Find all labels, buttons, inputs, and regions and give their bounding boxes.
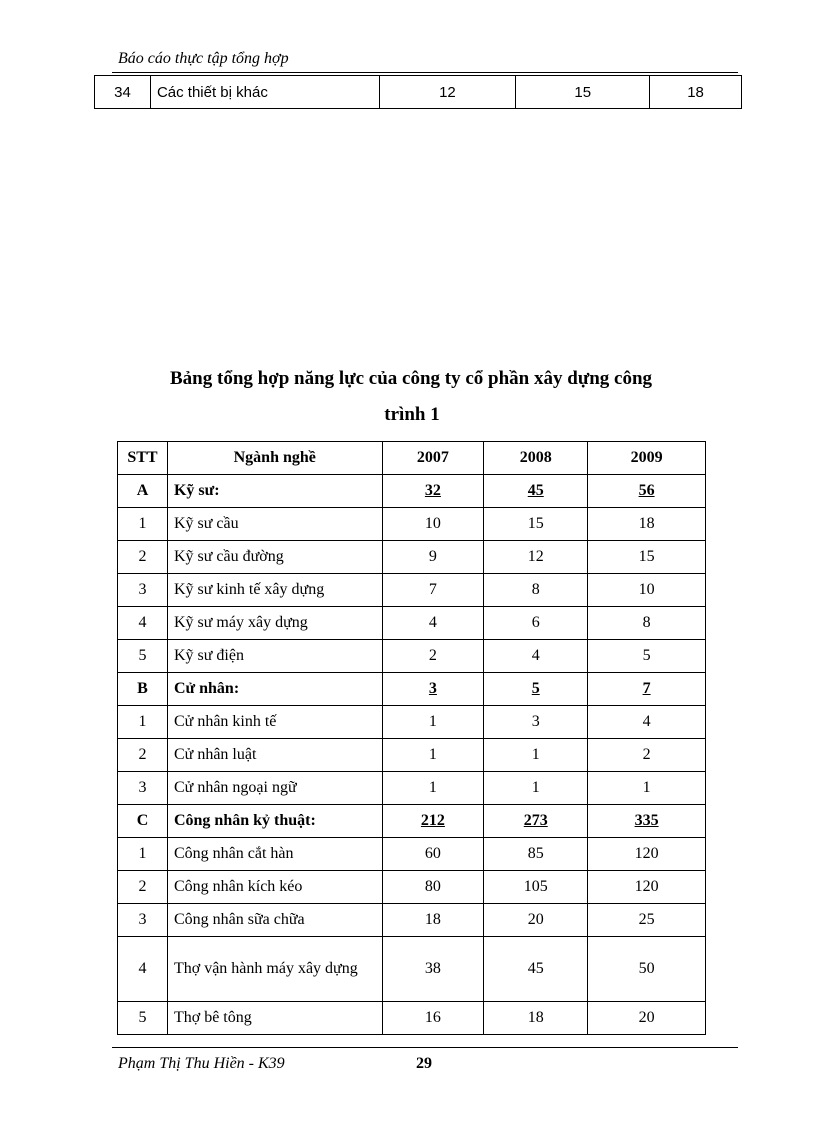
cell-2008: 273: [484, 805, 588, 838]
cell-stt: 1: [118, 838, 168, 871]
table-row: [118, 871, 706, 904]
header-2007: 2007: [382, 442, 484, 475]
cell-2008: 5: [484, 673, 588, 706]
cell-2007: 9: [382, 541, 484, 574]
cell-2007: 7: [382, 574, 484, 607]
cell-name: Công nhân kích kéo: [167, 871, 382, 904]
cell-stt: 5: [118, 640, 168, 673]
cell-stt: 1: [118, 508, 168, 541]
cell-2007: 2: [382, 640, 484, 673]
cell-stt: 5: [118, 1002, 168, 1035]
cell-2007: 80: [382, 871, 484, 904]
cell-name: Kỹ sư cầu đường: [167, 541, 382, 574]
cell-name: Kỹ sư kinh tế xây dựng: [167, 574, 382, 607]
cell-2008: 18: [484, 1002, 588, 1035]
cell-2007: 10: [382, 508, 484, 541]
table-row: [118, 838, 706, 871]
cell-name: Kỹ sư:: [167, 475, 382, 508]
table-row: [118, 1002, 706, 1035]
header-divider: [112, 72, 738, 73]
cell-stt: 4: [118, 607, 168, 640]
cell-2008: 6: [484, 607, 588, 640]
cell-2008: 45: [484, 475, 588, 508]
cell-stt: 2: [118, 871, 168, 904]
cell-2008: 15: [516, 76, 650, 109]
cell-2009: 5: [588, 640, 706, 673]
cell-2009: 18: [588, 508, 706, 541]
cell-2007: 1: [382, 772, 484, 805]
cell-name: Thợ bê tông: [167, 1002, 382, 1035]
table-row: [118, 904, 706, 937]
table-row: [118, 475, 706, 508]
cell-stt: A: [118, 475, 168, 508]
page-header-title: Báo cáo thực tập tổng hợp: [118, 50, 289, 67]
cell-2008: 8: [484, 574, 588, 607]
cell-stt: C: [118, 805, 168, 838]
table-row: [118, 772, 706, 805]
cell-stt: 3: [118, 574, 168, 607]
cell-2009: 335: [588, 805, 706, 838]
cell-2007: 32: [382, 475, 484, 508]
cell-2007: 212: [382, 805, 484, 838]
cell-stt: 34: [95, 76, 151, 109]
cell-2008: 1: [484, 772, 588, 805]
table-title-line2: trình 1: [384, 404, 440, 425]
cell-stt: 3: [118, 772, 168, 805]
cell-2008: 4: [484, 640, 588, 673]
cell-2008: 3: [484, 706, 588, 739]
table-row: [118, 706, 706, 739]
cell-stt: B: [118, 673, 168, 706]
cell-2007: 1: [382, 706, 484, 739]
table-row: [118, 937, 706, 1002]
cell-2008: 85: [484, 838, 588, 871]
cell-2007: 3: [382, 673, 484, 706]
cell-2007: 1: [382, 739, 484, 772]
cell-2009: 15: [588, 541, 706, 574]
header-2008: 2008: [484, 442, 588, 475]
cell-2009: 4: [588, 706, 706, 739]
cell-2008: 12: [484, 541, 588, 574]
table-row: [118, 508, 706, 541]
capacity-table: [117, 441, 706, 1035]
cell-stt: 4: [118, 937, 168, 1002]
cell-stt: 2: [118, 739, 168, 772]
cell-2009: 50: [588, 937, 706, 1002]
table-row: [118, 541, 706, 574]
cell-2009: 7: [588, 673, 706, 706]
cell-name: Kỹ sư máy xây dựng: [167, 607, 382, 640]
table-row: [118, 739, 706, 772]
table-header-row: [118, 442, 706, 475]
cell-2008: 105: [484, 871, 588, 904]
table-row: [118, 673, 706, 706]
cell-2007: 16: [382, 1002, 484, 1035]
cell-2008: 45: [484, 937, 588, 1002]
cell-2009: 8: [588, 607, 706, 640]
cell-name: Công nhân cắt hàn: [167, 838, 382, 871]
cell-2009: 120: [588, 838, 706, 871]
cell-2009: 120: [588, 871, 706, 904]
cell-2007: 38: [382, 937, 484, 1002]
table-row: [118, 640, 706, 673]
cell-2008: 20: [484, 904, 588, 937]
cell-name: Kỹ sư điện: [167, 640, 382, 673]
continuation-table: [94, 75, 742, 109]
cell-name: Công nhân sữa chữa: [167, 904, 382, 937]
footer-author: Phạm Thị Thu Hiền - K39: [118, 1055, 285, 1072]
cell-2009: 2: [588, 739, 706, 772]
cell-name: Cử nhân:: [167, 673, 382, 706]
cell-2008: 1: [484, 739, 588, 772]
cell-2007: 60: [382, 838, 484, 871]
table-row: [118, 805, 706, 838]
cell-2009: 20: [588, 1002, 706, 1035]
cell-2007: 18: [382, 904, 484, 937]
cell-2008: 15: [484, 508, 588, 541]
cell-stt: 2: [118, 541, 168, 574]
page-number: 29: [416, 1055, 432, 1072]
cell-2009: 25: [588, 904, 706, 937]
cell-name: Cử nhân ngoại ngữ: [167, 772, 382, 805]
cell-2007: 12: [379, 76, 516, 109]
cell-stt: 1: [118, 706, 168, 739]
cell-name: Cử nhân luật: [167, 739, 382, 772]
footer-divider: [112, 1047, 738, 1048]
cell-name: Công nhân kỷ thuật:: [167, 805, 382, 838]
cell-2007: 4: [382, 607, 484, 640]
table-row: [95, 76, 742, 109]
cell-name: Kỹ sư cầu: [167, 508, 382, 541]
header-2009: 2009: [588, 442, 706, 475]
cell-name: Thợ vận hành máy xây dựng: [167, 937, 382, 1002]
cell-2009: 18: [650, 76, 742, 109]
table-row: [118, 607, 706, 640]
cell-2009: 10: [588, 574, 706, 607]
cell-2009: 1: [588, 772, 706, 805]
cell-name: Cử nhân kinh tế: [167, 706, 382, 739]
cell-stt: 3: [118, 904, 168, 937]
table-title-line1: Bảng tổng hợp năng lực của công ty cổ phần xây dựng công: [170, 368, 653, 389]
header-stt: STT: [118, 442, 168, 475]
header-name: Ngành nghề: [167, 442, 382, 475]
cell-2009: 56: [588, 475, 706, 508]
table-row: [118, 574, 706, 607]
cell-name: Các thiết bị khác: [150, 76, 379, 109]
